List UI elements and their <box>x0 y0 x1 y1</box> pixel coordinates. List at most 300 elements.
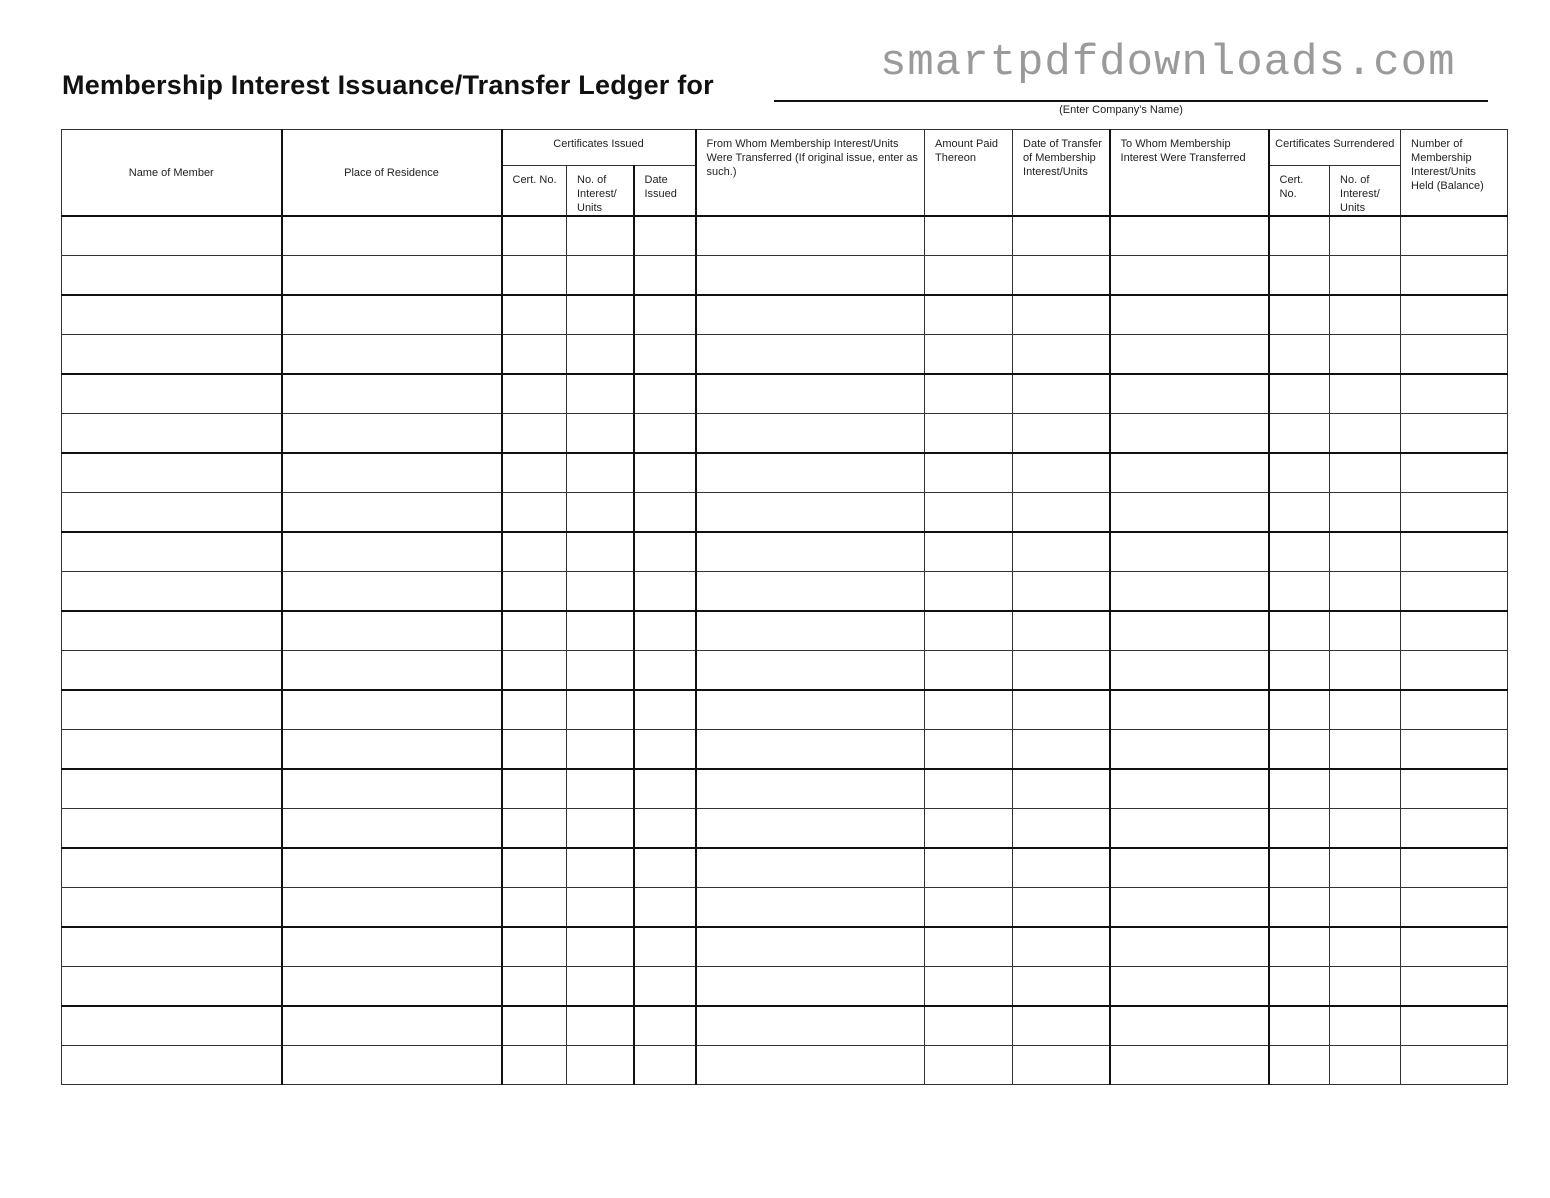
cell-amount-paid[interactable] <box>925 256 1013 296</box>
cell-issued-cert-no[interactable] <box>502 888 567 928</box>
cell-issued-cert-no[interactable] <box>502 769 567 809</box>
cell-from-whom[interactable] <box>696 256 925 296</box>
cell-issued-date[interactable] <box>634 256 696 296</box>
cell-to-whom[interactable] <box>1110 809 1269 849</box>
cell-balance[interactable] <box>1401 730 1508 770</box>
cell-surr-no-units[interactable] <box>1330 256 1401 296</box>
cell-date-of-transfer[interactable] <box>1013 769 1110 809</box>
cell-name-of-member[interactable] <box>62 295 282 335</box>
cell-issued-cert-no[interactable] <box>502 611 567 651</box>
cell-issued-no-units[interactable] <box>567 927 634 967</box>
cell-amount-paid[interactable] <box>925 572 1013 612</box>
cell-issued-cert-no[interactable] <box>502 651 567 691</box>
cell-issued-no-units[interactable] <box>567 651 634 691</box>
cell-to-whom[interactable] <box>1110 493 1269 533</box>
cell-name-of-member[interactable] <box>62 888 282 928</box>
cell-surr-no-units[interactable] <box>1330 809 1401 849</box>
cell-place-of-residence[interactable] <box>282 967 502 1007</box>
cell-balance[interactable] <box>1401 453 1508 493</box>
cell-date-of-transfer[interactable] <box>1013 335 1110 375</box>
cell-name-of-member[interactable] <box>62 927 282 967</box>
cell-place-of-residence[interactable] <box>282 769 502 809</box>
cell-to-whom[interactable] <box>1110 216 1269 256</box>
cell-from-whom[interactable] <box>696 1046 925 1085</box>
header-balance: Number of Membership Interest/Units Held (Balance) <box>1401 130 1508 217</box>
cell-amount-paid[interactable] <box>925 1006 1013 1046</box>
cell-amount-paid[interactable] <box>925 493 1013 533</box>
cell-issued-cert-no[interactable] <box>502 374 567 414</box>
cell-surr-no-units[interactable] <box>1330 927 1401 967</box>
header-issued-no-units: No. of Interest/ Units <box>567 166 634 217</box>
cell-surr-no-units[interactable] <box>1330 651 1401 691</box>
cell-from-whom[interactable] <box>696 690 925 730</box>
cell-from-whom[interactable] <box>696 532 925 572</box>
cell-surr-no-units[interactable] <box>1330 414 1401 454</box>
cell-issued-no-units[interactable] <box>567 453 634 493</box>
cell-issued-date[interactable] <box>634 335 696 375</box>
cell-issued-date[interactable] <box>634 453 696 493</box>
cell-issued-cert-no[interactable] <box>502 335 567 375</box>
cell-name-of-member[interactable] <box>62 335 282 375</box>
cell-issued-date[interactable] <box>634 690 696 730</box>
cell-to-whom[interactable] <box>1110 374 1269 414</box>
cell-surr-cert-no[interactable] <box>1269 769 1330 809</box>
cell-surr-cert-no[interactable] <box>1269 572 1330 612</box>
cell-from-whom[interactable] <box>696 335 925 375</box>
cell-date-of-transfer[interactable] <box>1013 927 1110 967</box>
cell-from-whom[interactable] <box>696 216 925 256</box>
cell-to-whom[interactable] <box>1110 256 1269 296</box>
cell-to-whom[interactable] <box>1110 1046 1269 1085</box>
cell-balance[interactable] <box>1401 374 1508 414</box>
cell-balance[interactable] <box>1401 690 1508 730</box>
cell-place-of-residence[interactable] <box>282 453 502 493</box>
cell-issued-cert-no[interactable] <box>502 730 567 770</box>
cell-issued-cert-no[interactable] <box>502 1006 567 1046</box>
cell-issued-cert-no[interactable] <box>502 848 567 888</box>
cell-to-whom[interactable] <box>1110 295 1269 335</box>
cell-date-of-transfer[interactable] <box>1013 453 1110 493</box>
cell-balance[interactable] <box>1401 927 1508 967</box>
cell-place-of-residence[interactable] <box>282 809 502 849</box>
cell-surr-cert-no[interactable] <box>1269 1046 1330 1085</box>
cell-issued-date[interactable] <box>634 809 696 849</box>
cell-surr-no-units[interactable] <box>1330 295 1401 335</box>
cell-amount-paid[interactable] <box>925 769 1013 809</box>
cell-issued-no-units[interactable] <box>567 374 634 414</box>
cell-amount-paid[interactable] <box>925 730 1013 770</box>
cell-date-of-transfer[interactable] <box>1013 888 1110 928</box>
cell-to-whom[interactable] <box>1110 769 1269 809</box>
cell-issued-no-units[interactable] <box>567 1006 634 1046</box>
cell-to-whom[interactable] <box>1110 532 1269 572</box>
cell-issued-cert-no[interactable] <box>502 256 567 296</box>
cell-place-of-residence[interactable] <box>282 295 502 335</box>
cell-surr-no-units[interactable] <box>1330 453 1401 493</box>
cell-issued-cert-no[interactable] <box>502 572 567 612</box>
cell-surr-no-units[interactable] <box>1330 335 1401 375</box>
cell-issued-date[interactable] <box>634 414 696 454</box>
header-to-whom: To Whom Membership Interest Were Transferred <box>1110 130 1269 217</box>
cell-issued-cert-no[interactable] <box>502 1046 567 1085</box>
cell-surr-cert-no[interactable] <box>1269 690 1330 730</box>
cell-to-whom[interactable] <box>1110 730 1269 770</box>
table-row <box>62 927 1508 967</box>
cell-surr-no-units[interactable] <box>1330 493 1401 533</box>
cell-name-of-member[interactable] <box>62 374 282 414</box>
cell-name-of-member[interactable] <box>62 769 282 809</box>
cell-place-of-residence[interactable] <box>282 493 502 533</box>
cell-amount-paid[interactable] <box>925 295 1013 335</box>
cell-place-of-residence[interactable] <box>282 532 502 572</box>
cell-to-whom[interactable] <box>1110 690 1269 730</box>
cell-place-of-residence[interactable] <box>282 611 502 651</box>
cell-date-of-transfer[interactable] <box>1013 256 1110 296</box>
cell-issued-cert-no[interactable] <box>502 927 567 967</box>
table-row <box>62 967 1508 1007</box>
cell-balance[interactable] <box>1401 295 1508 335</box>
cell-date-of-transfer[interactable] <box>1013 295 1110 335</box>
cell-issued-cert-no[interactable] <box>502 414 567 454</box>
cell-surr-cert-no[interactable] <box>1269 927 1330 967</box>
cell-balance[interactable] <box>1401 967 1508 1007</box>
table-row <box>62 848 1508 888</box>
cell-from-whom[interactable] <box>696 453 925 493</box>
cell-surr-cert-no[interactable] <box>1269 335 1330 375</box>
header-surr-no-units: No. of Interest/ Units <box>1330 166 1401 217</box>
cell-amount-paid[interactable] <box>925 888 1013 928</box>
cell-place-of-residence[interactable] <box>282 848 502 888</box>
cell-balance[interactable] <box>1401 572 1508 612</box>
cell-issued-no-units[interactable] <box>567 888 634 928</box>
cell-surr-no-units[interactable] <box>1330 1046 1401 1085</box>
cell-issued-cert-no[interactable] <box>502 453 567 493</box>
cell-issued-date[interactable] <box>634 1046 696 1085</box>
cell-surr-cert-no[interactable] <box>1269 414 1330 454</box>
cell-from-whom[interactable] <box>696 295 925 335</box>
cell-balance[interactable] <box>1401 1046 1508 1085</box>
cell-from-whom[interactable] <box>696 611 925 651</box>
cell-date-of-transfer[interactable] <box>1013 572 1110 612</box>
cell-issued-date[interactable] <box>634 967 696 1007</box>
cell-place-of-residence[interactable] <box>282 927 502 967</box>
cell-name-of-member[interactable] <box>62 1006 282 1046</box>
cell-place-of-residence[interactable] <box>282 690 502 730</box>
cell-issued-date[interactable] <box>634 651 696 691</box>
cell-issued-date[interactable] <box>634 888 696 928</box>
cell-issued-no-units[interactable] <box>567 730 634 770</box>
cell-place-of-residence[interactable] <box>282 572 502 612</box>
cell-date-of-transfer[interactable] <box>1013 374 1110 414</box>
cell-issued-cert-no[interactable] <box>502 967 567 1007</box>
cell-place-of-residence[interactable] <box>282 335 502 375</box>
cell-to-whom[interactable] <box>1110 927 1269 967</box>
cell-date-of-transfer[interactable] <box>1013 848 1110 888</box>
cell-date-of-transfer[interactable] <box>1013 809 1110 849</box>
cell-date-of-transfer[interactable] <box>1013 493 1110 533</box>
cell-from-whom[interactable] <box>696 888 925 928</box>
cell-from-whom[interactable] <box>696 651 925 691</box>
table-row <box>62 453 1508 493</box>
cell-issued-no-units[interactable] <box>567 769 634 809</box>
cell-surr-cert-no[interactable] <box>1269 611 1330 651</box>
cell-surr-no-units[interactable] <box>1330 532 1401 572</box>
cell-issued-no-units[interactable] <box>567 493 634 533</box>
cell-balance[interactable] <box>1401 532 1508 572</box>
cell-issued-date[interactable] <box>634 493 696 533</box>
cell-date-of-transfer[interactable] <box>1013 690 1110 730</box>
cell-from-whom[interactable] <box>696 967 925 1007</box>
cell-date-of-transfer[interactable] <box>1013 532 1110 572</box>
cell-surr-no-units[interactable] <box>1330 690 1401 730</box>
cell-name-of-member[interactable] <box>62 532 282 572</box>
table-row <box>62 611 1508 651</box>
table-row <box>62 1006 1508 1046</box>
cell-amount-paid[interactable] <box>925 1046 1013 1085</box>
cell-balance[interactable] <box>1401 493 1508 533</box>
cell-issued-date[interactable] <box>634 374 696 414</box>
cell-name-of-member[interactable] <box>62 572 282 612</box>
cell-surr-cert-no[interactable] <box>1269 888 1330 928</box>
cell-issued-date[interactable] <box>634 572 696 612</box>
cell-date-of-transfer[interactable] <box>1013 414 1110 454</box>
cell-surr-no-units[interactable] <box>1330 572 1401 612</box>
cell-place-of-residence[interactable] <box>282 651 502 691</box>
cell-date-of-transfer[interactable] <box>1013 216 1110 256</box>
cell-issued-date[interactable] <box>634 769 696 809</box>
cell-issued-no-units[interactable] <box>567 532 634 572</box>
cell-surr-cert-no[interactable] <box>1269 374 1330 414</box>
cell-surr-cert-no[interactable] <box>1269 730 1330 770</box>
cell-amount-paid[interactable] <box>925 611 1013 651</box>
cell-issued-date[interactable] <box>634 611 696 651</box>
header-name-of-member: Name of Member <box>62 130 282 217</box>
cell-surr-no-units[interactable] <box>1330 1006 1401 1046</box>
header-surr-cert-no: Cert. No. <box>1269 166 1330 217</box>
cell-issued-date[interactable] <box>634 1006 696 1046</box>
cell-date-of-transfer[interactable] <box>1013 967 1110 1007</box>
cell-name-of-member[interactable] <box>62 216 282 256</box>
page-title: Membership Interest Issuance/Transfer Ledger for <box>62 70 714 100</box>
cell-balance[interactable] <box>1401 848 1508 888</box>
company-name-hint: (Enter Company's Name) <box>1059 104 1183 116</box>
cell-issued-cert-no[interactable] <box>502 690 567 730</box>
cell-balance[interactable] <box>1401 769 1508 809</box>
table-row <box>62 769 1508 809</box>
cell-surr-cert-no[interactable] <box>1269 295 1330 335</box>
ledger-table <box>61 129 1508 1085</box>
cell-issued-no-units[interactable] <box>567 848 634 888</box>
header-certificates-issued: Certificates Issued <box>502 130 696 166</box>
table-row <box>62 888 1508 928</box>
cell-issued-no-units[interactable] <box>567 256 634 296</box>
cell-surr-cert-no[interactable] <box>1269 256 1330 296</box>
cell-amount-paid[interactable] <box>925 532 1013 572</box>
cell-balance[interactable] <box>1401 414 1508 454</box>
cell-from-whom[interactable] <box>696 730 925 770</box>
header-issued-date: Date Issued <box>634 166 696 217</box>
cell-place-of-residence[interactable] <box>282 256 502 296</box>
cell-issued-no-units[interactable] <box>567 967 634 1007</box>
cell-name-of-member[interactable] <box>62 1046 282 1085</box>
cell-balance[interactable] <box>1401 1006 1508 1046</box>
cell-from-whom[interactable] <box>696 493 925 533</box>
cell-issued-date[interactable] <box>634 848 696 888</box>
cell-name-of-member[interactable] <box>62 848 282 888</box>
cell-to-whom[interactable] <box>1110 335 1269 375</box>
cell-amount-paid[interactable] <box>925 848 1013 888</box>
cell-surr-cert-no[interactable] <box>1269 493 1330 533</box>
cell-issued-date[interactable] <box>634 532 696 572</box>
cell-issued-no-units[interactable] <box>567 611 634 651</box>
cell-date-of-transfer[interactable] <box>1013 611 1110 651</box>
cell-surr-cert-no[interactable] <box>1269 216 1330 256</box>
table-row <box>62 335 1508 375</box>
title-row <box>62 70 1488 110</box>
table-row <box>62 690 1508 730</box>
header-date-of-transfer: Date of Transfer of Membership Interest/Units <box>1013 130 1110 217</box>
cell-from-whom[interactable] <box>696 572 925 612</box>
cell-issued-cert-no[interactable] <box>502 809 567 849</box>
cell-to-whom[interactable] <box>1110 611 1269 651</box>
cell-to-whom[interactable] <box>1110 967 1269 1007</box>
cell-amount-paid[interactable] <box>925 690 1013 730</box>
cell-to-whom[interactable] <box>1110 1006 1269 1046</box>
cell-issued-cert-no[interactable] <box>502 532 567 572</box>
cell-from-whom[interactable] <box>696 927 925 967</box>
cell-date-of-transfer[interactable] <box>1013 651 1110 691</box>
cell-balance[interactable] <box>1401 809 1508 849</box>
cell-issued-no-units[interactable] <box>567 335 634 375</box>
cell-surr-no-units[interactable] <box>1330 888 1401 928</box>
cell-from-whom[interactable] <box>696 374 925 414</box>
cell-name-of-member[interactable] <box>62 611 282 651</box>
cell-amount-paid[interactable] <box>925 453 1013 493</box>
table-row <box>62 216 1508 256</box>
cell-amount-paid[interactable] <box>925 216 1013 256</box>
cell-to-whom[interactable] <box>1110 453 1269 493</box>
cell-name-of-member[interactable] <box>62 414 282 454</box>
cell-name-of-member[interactable] <box>62 453 282 493</box>
cell-place-of-residence[interactable] <box>282 414 502 454</box>
cell-date-of-transfer[interactable] <box>1013 1006 1110 1046</box>
cell-surr-cert-no[interactable] <box>1269 848 1330 888</box>
cell-place-of-residence[interactable] <box>282 1006 502 1046</box>
cell-surr-no-units[interactable] <box>1330 730 1401 770</box>
cell-from-whom[interactable] <box>696 809 925 849</box>
cell-surr-cert-no[interactable] <box>1269 453 1330 493</box>
cell-place-of-residence[interactable] <box>282 730 502 770</box>
cell-amount-paid[interactable] <box>925 651 1013 691</box>
cell-name-of-member[interactable] <box>62 690 282 730</box>
cell-issued-cert-no[interactable] <box>502 493 567 533</box>
cell-issued-cert-no[interactable] <box>502 295 567 335</box>
cell-balance[interactable] <box>1401 611 1508 651</box>
cell-name-of-member[interactable] <box>62 256 282 296</box>
cell-amount-paid[interactable] <box>925 335 1013 375</box>
cell-name-of-member[interactable] <box>62 730 282 770</box>
cell-name-of-member[interactable] <box>62 651 282 691</box>
table-row <box>62 572 1508 612</box>
cell-surr-no-units[interactable] <box>1330 216 1401 256</box>
cell-issued-no-units[interactable] <box>567 414 634 454</box>
cell-issued-no-units[interactable] <box>567 690 634 730</box>
cell-issued-no-units[interactable] <box>567 572 634 612</box>
cell-name-of-member[interactable] <box>62 809 282 849</box>
cell-place-of-residence[interactable] <box>282 888 502 928</box>
cell-balance[interactable] <box>1401 216 1508 256</box>
cell-balance[interactable] <box>1401 335 1508 375</box>
cell-surr-no-units[interactable] <box>1330 967 1401 1007</box>
ledger-body <box>62 216 1508 1085</box>
table-row <box>62 256 1508 296</box>
cell-from-whom[interactable] <box>696 414 925 454</box>
table-row <box>62 651 1508 691</box>
cell-surr-cert-no[interactable] <box>1269 809 1330 849</box>
cell-to-whom[interactable] <box>1110 572 1269 612</box>
cell-issued-no-units[interactable] <box>567 216 634 256</box>
cell-to-whom[interactable] <box>1110 651 1269 691</box>
cell-surr-cert-no[interactable] <box>1269 967 1330 1007</box>
cell-balance[interactable] <box>1401 256 1508 296</box>
cell-amount-paid[interactable] <box>925 414 1013 454</box>
cell-surr-no-units[interactable] <box>1330 848 1401 888</box>
cell-to-whom[interactable] <box>1110 848 1269 888</box>
cell-surr-no-units[interactable] <box>1330 374 1401 414</box>
cell-name-of-member[interactable] <box>62 967 282 1007</box>
cell-surr-cert-no[interactable] <box>1269 532 1330 572</box>
cell-amount-paid[interactable] <box>925 374 1013 414</box>
table-row <box>62 414 1508 454</box>
cell-place-of-residence[interactable] <box>282 1046 502 1085</box>
cell-issued-date[interactable] <box>634 730 696 770</box>
cell-issued-no-units[interactable] <box>567 809 634 849</box>
cell-name-of-member[interactable] <box>62 493 282 533</box>
cell-to-whom[interactable] <box>1110 888 1269 928</box>
cell-amount-paid[interactable] <box>925 927 1013 967</box>
cell-surr-no-units[interactable] <box>1330 769 1401 809</box>
cell-balance[interactable] <box>1401 651 1508 691</box>
cell-from-whom[interactable] <box>696 769 925 809</box>
cell-amount-paid[interactable] <box>925 809 1013 849</box>
header-amount-paid: Amount Paid Thereon <box>925 130 1013 217</box>
table-row <box>62 809 1508 849</box>
cell-place-of-residence[interactable] <box>282 216 502 256</box>
company-name-field[interactable] <box>774 100 1488 102</box>
header-from-whom: From Whom Membership Interest/Units Were Transferred (If original issue, enter as such.) <box>696 130 925 217</box>
cell-issued-cert-no[interactable] <box>502 216 567 256</box>
table-row <box>62 295 1508 335</box>
cell-surr-cert-no[interactable] <box>1269 651 1330 691</box>
cell-date-of-transfer[interactable] <box>1013 1046 1110 1085</box>
cell-from-whom[interactable] <box>696 1006 925 1046</box>
table-row <box>62 1046 1508 1085</box>
cell-amount-paid[interactable] <box>925 967 1013 1007</box>
cell-place-of-residence[interactable] <box>282 374 502 414</box>
cell-date-of-transfer[interactable] <box>1013 730 1110 770</box>
header-place-of-residence: Place of Residence <box>282 130 502 217</box>
cell-balance[interactable] <box>1401 888 1508 928</box>
cell-to-whom[interactable] <box>1110 414 1269 454</box>
cell-issued-no-units[interactable] <box>567 1046 634 1085</box>
cell-issued-no-units[interactable] <box>567 295 634 335</box>
cell-surr-cert-no[interactable] <box>1269 1006 1330 1046</box>
cell-surr-no-units[interactable] <box>1330 611 1401 651</box>
cell-issued-date[interactable] <box>634 927 696 967</box>
cell-from-whom[interactable] <box>696 848 925 888</box>
cell-issued-date[interactable] <box>634 295 696 335</box>
cell-issued-date[interactable] <box>634 216 696 256</box>
